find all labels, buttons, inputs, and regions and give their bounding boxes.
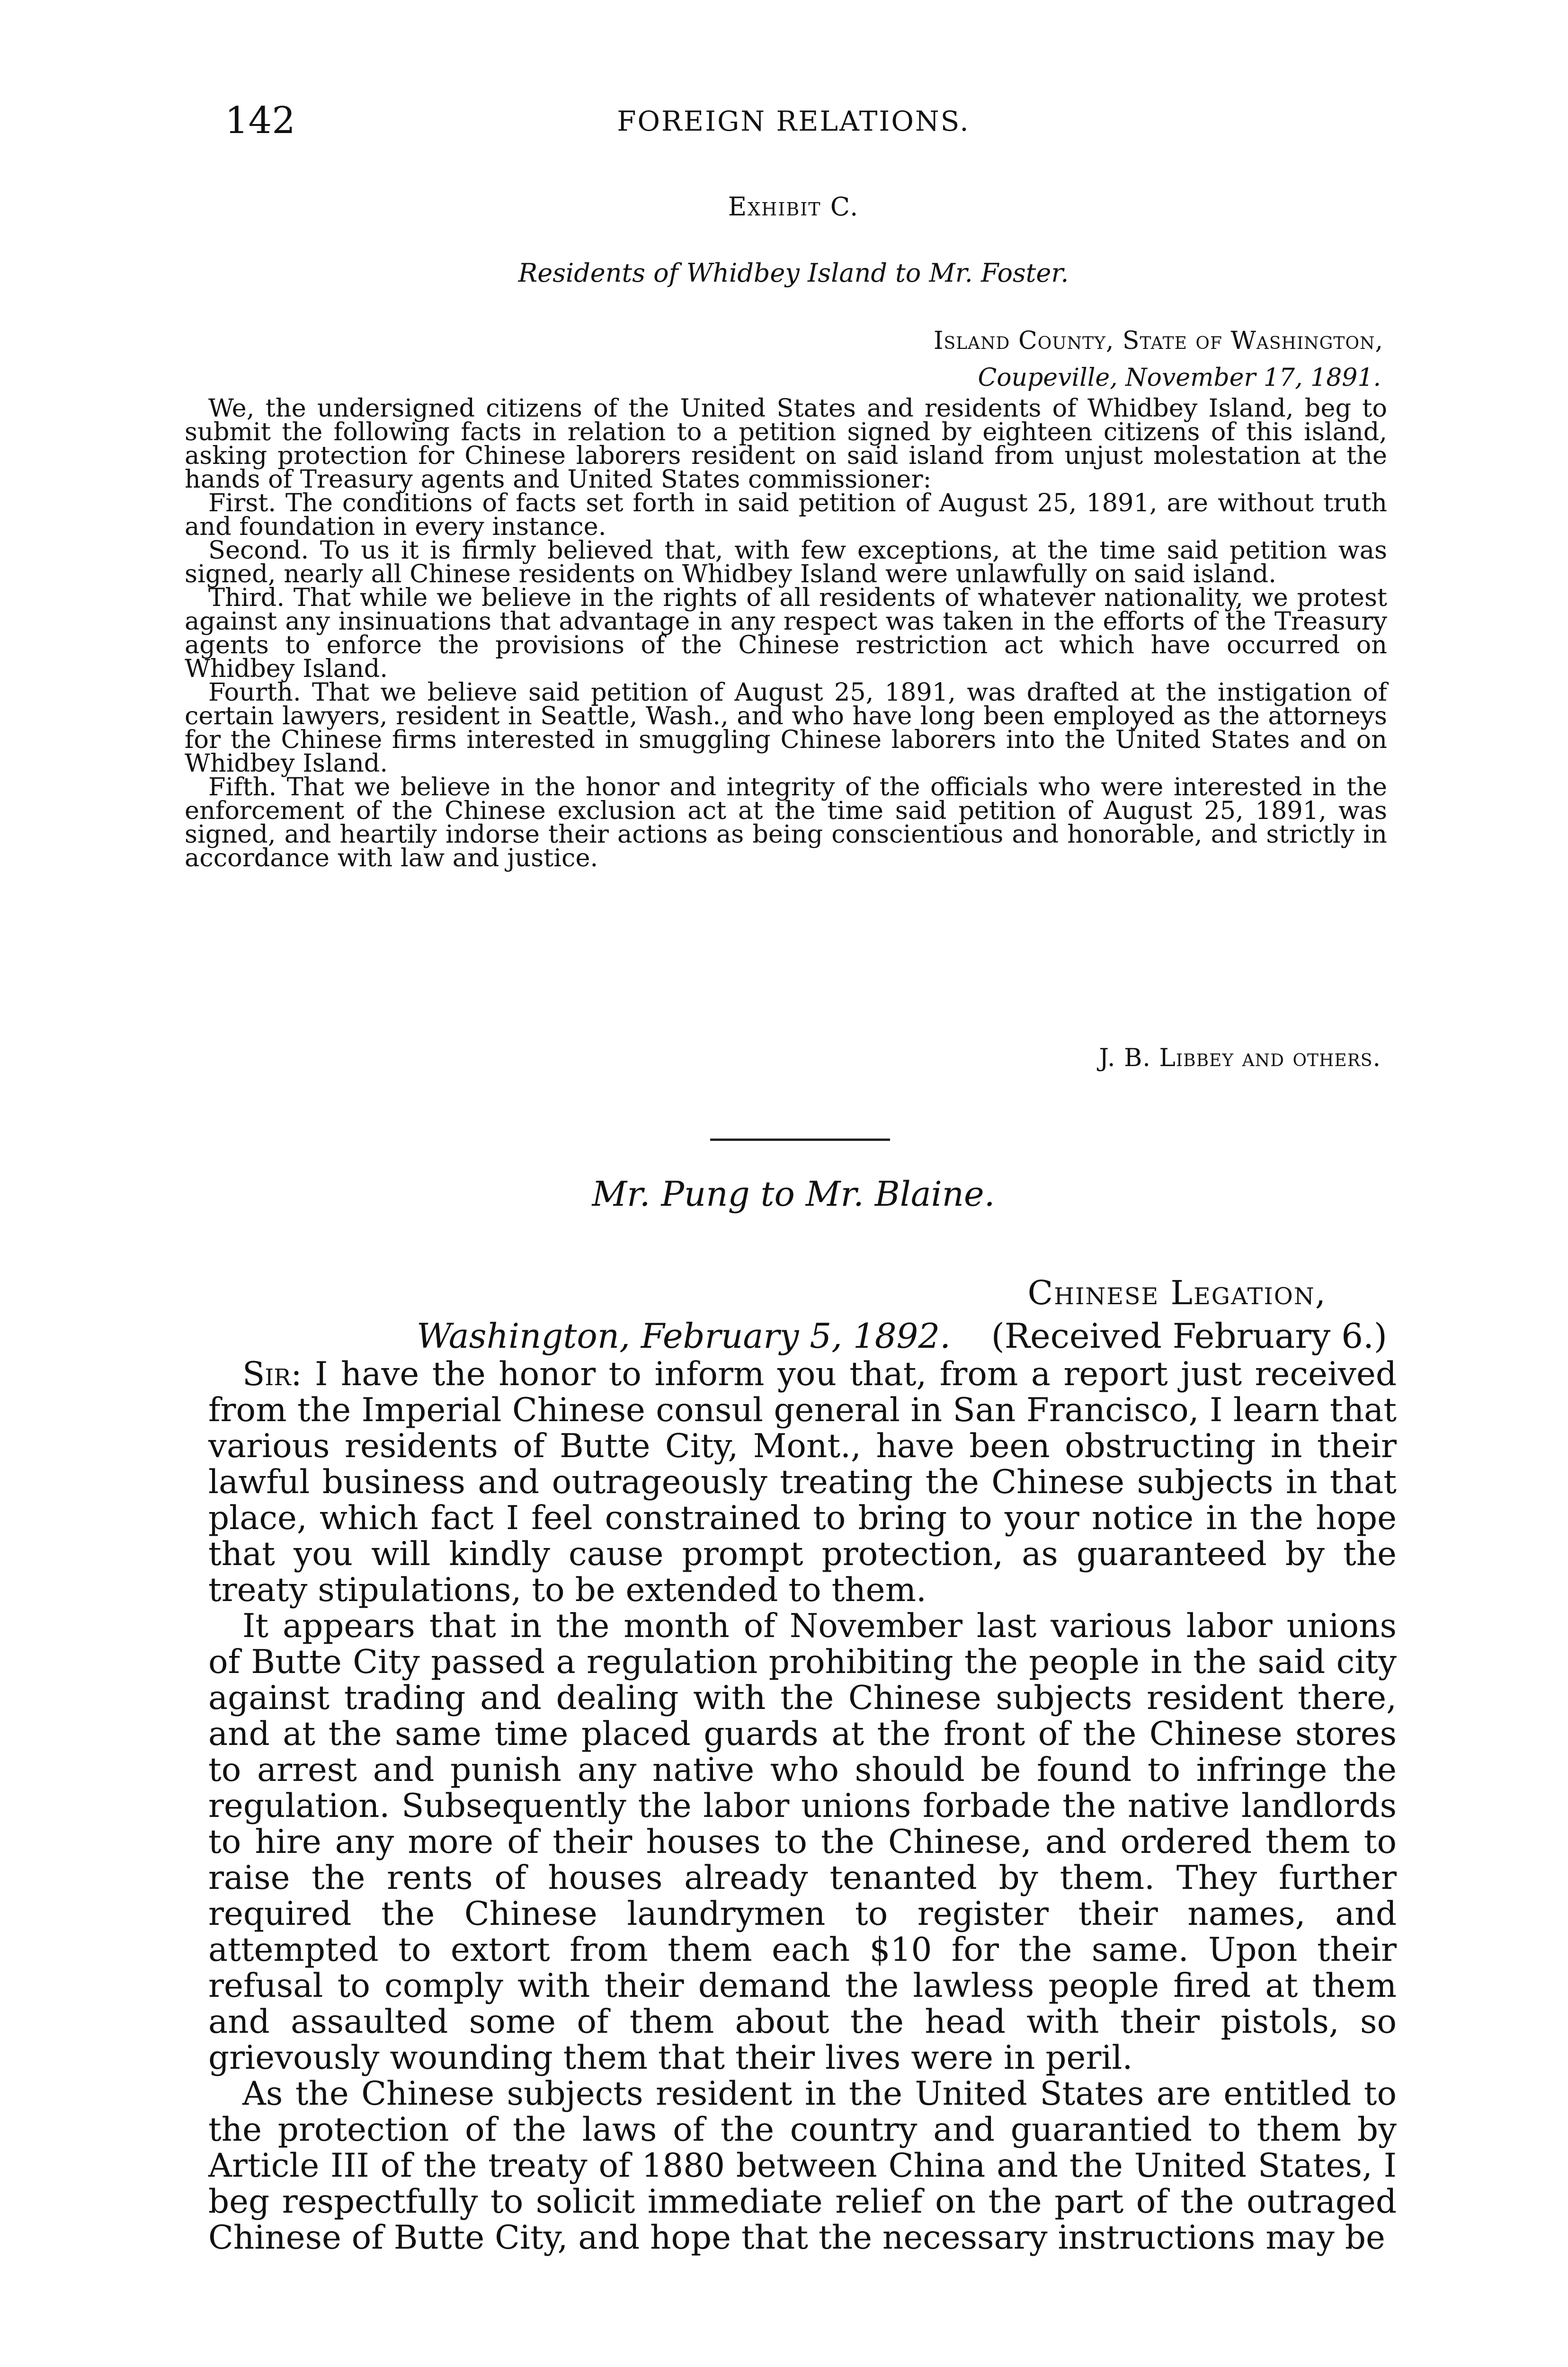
section-divider bbox=[710, 1139, 890, 1141]
exhibit-paragraph-second: Second. To us it is firmly believed that, with few exceptions, at the time said petition was signed, nearly all Chinese residents on Whidbey Island were unlawfully on said island. bbox=[185, 536, 1387, 588]
letter-dateline: Washington, February 5, 1892. bbox=[417, 1316, 951, 1356]
exhibit-paragraph-first: First. The conditions of facts set forth in said petition of August 25, 1891, are without truth and foundation in every instance. bbox=[185, 489, 1387, 541]
letter-dateline-row bbox=[417, 1316, 1387, 1356]
letter-paragraph-2: It appears that in the month of November last various labor unions of Butte City passed a regulation prohibiting the people in the said city against trading and dealing with the Chinese subjects resident there, and at the same time placed guards at the front of the Chinese stores to arrest and punish any native who should be found to infringe the regulation. Subsequently the labor unions forbade the native landlords to hire any more of their houses to the Chinese, and ordered them to raise the rents of houses already tenanted by them. They further required the Chinese laundrymen to register their names, and attempted to extort from them each $10 for the same. Upon their refusal to comply with their demand the lawless people fired at them and assaulted some of them about the head with their pistols, so grievously wounding them that their lives were in peril. bbox=[208, 1607, 1397, 2077]
exhibit-body bbox=[185, 394, 1387, 872]
exhibit-label: Exhibit C. bbox=[728, 192, 859, 222]
running-title: FOREIGN RELATIONS. bbox=[617, 105, 970, 137]
exhibit-paragraph-third: Third. That while we believe in the rights of all residents of whatever nationality, we protest against any insinuations that advantage in any respect was taken in the efforts of the Treasury agents to enforce the provisions of the Chinese restriction act which have occurred on Whidbey Island. bbox=[185, 583, 1387, 683]
exhibit-dateline-place: Island County, State of Washington, bbox=[933, 327, 1383, 355]
exhibit-paragraph-fourth: Fourth. That we believe said petition of August 25, 1891, was drafted at the instigation of certain lawyers, resident in Seattle, Wash., and who have long been employed as the attorneys for the Chinese firms interested in smuggling Chinese laborers into the United States and on Whidbey Island. bbox=[185, 678, 1387, 778]
page-number: 142 bbox=[225, 99, 295, 142]
letter-title: Mr. Pung to Mr. Blaine. bbox=[592, 1174, 995, 1214]
letter-paragraph-1 bbox=[208, 1356, 1397, 1608]
letter-paragraph-1-text: I have the honor to inform you that, from a report just received from the Imperial Chinese consul general in San Francisco, I learn that various residents of Butte City, Mont., have been obstructing in their lawful business and outrageously treating the Chinese subjects in that place, which fact I feel constrained to bring to your notice in the hope that you will kindly cause prompt protection, as guaranteed by the treaty stipulations, to be extended to them. bbox=[208, 1355, 1397, 1609]
exhibit-dateline-date: Coupeville, November 17, 1891. bbox=[978, 364, 1381, 392]
exhibit-subtitle: Residents of Whidbey Island to Mr. Foster. bbox=[518, 258, 1069, 288]
exhibit-signature: J. B. Libbey and others. bbox=[1099, 1044, 1381, 1072]
letter-salutation: Sir: bbox=[242, 1355, 302, 1393]
exhibit-paragraph-fifth: Fifth. That we believe in the honor and integrity of the officials who were interested in the enforcement of the Chinese exclusion act at the time said petition of August 25, 1891, was signed, and heartily indorse their actions as being conscientious and honorable, and strictly in accordance with law and justice. bbox=[185, 773, 1387, 872]
letter-body bbox=[208, 1356, 1397, 2256]
letter-paragraph-3: As the Chinese subjects resident in the United States are entitled to the protection of the laws of the country and guarantied to them by Article III of the treaty of 1880 between China and the United States, I beg respectfully to solicit immediate relief on the part of the outraged Chinese of Butte City, and hope that the necessary instructions may be bbox=[208, 2075, 1397, 2257]
exhibit-paragraph-intro: We, the undersigned citizens of the United States and residents of Whidbey Island, beg to submit the following facts in relation to a petition signed by eighteen citizens of this island, asking protection for Chinese laborers resident on said island from unjust molestation at the hands of Treasury agents and United States commissioner: bbox=[185, 394, 1387, 494]
letter-legation: Chinese Legation, bbox=[1027, 1273, 1327, 1312]
letter-received: (Received February 6.) bbox=[991, 1316, 1387, 1356]
